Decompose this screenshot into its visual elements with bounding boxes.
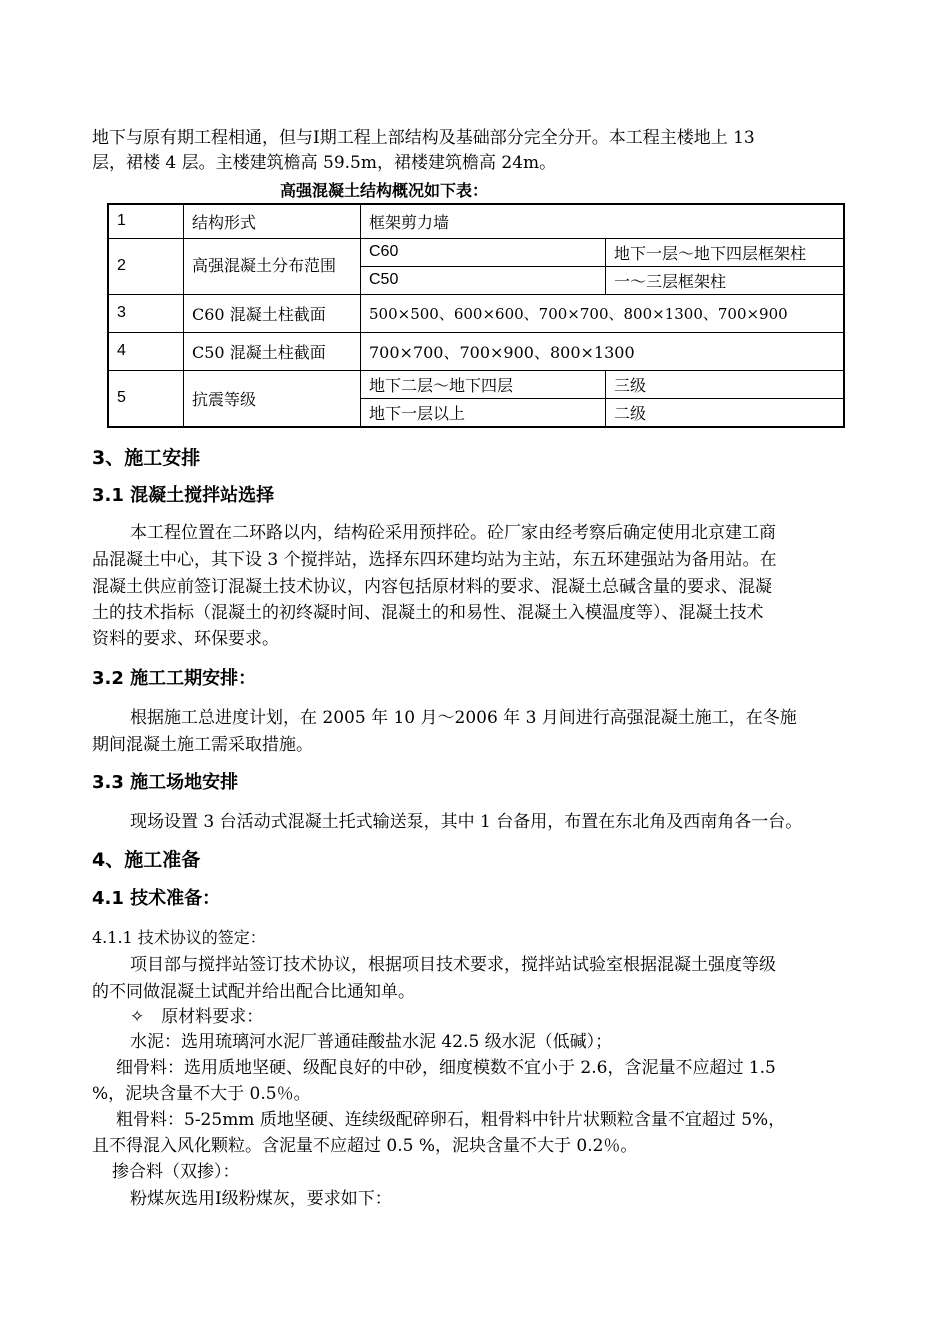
section-heading-4: 4、施工准备 [92, 849, 201, 871]
range-cell: 地下二层～地下四层 [361, 370, 606, 398]
paragraph-line: 根据施工总进度计划，在 2005 年 10 月～2006 年 3 月间进行高强混凝土施工，在冬施 [130, 708, 797, 728]
section-heading-4-1: 4.1 技术准备： [92, 888, 221, 909]
paragraph-line: 本工程位置在二环路以内，结构砼采用预拌砼。砼厂家由经考察后确定使用北京建工商 [130, 523, 776, 543]
row-number: 4 [108, 332, 184, 370]
section-heading-3-1: 3.1 混凝土搅拌站选择 [92, 485, 275, 506]
row-number: 5 [108, 370, 184, 427]
paragraph-line: 项目部与搅拌站签订技术协议，根据项目技术要求，搅拌站试验室根据混凝土强度等级 [130, 955, 776, 975]
row-label: 高强混凝土分布范围 [184, 238, 361, 294]
structure-overview-table [107, 203, 845, 428]
row-value: 框架剪力墙 [361, 204, 845, 238]
table-row [108, 204, 844, 238]
paragraph-line: 资料的要求、环保要求。 [92, 629, 279, 649]
table-row [108, 370, 844, 398]
row-label: 抗震等级 [184, 370, 361, 427]
row-label: C50 混凝土柱截面 [184, 332, 361, 370]
row-number: 1 [108, 204, 184, 238]
paragraph-line: 土的技术指标（混凝土的初终凝时间、混凝土的和易性、混凝土入模温度等）、混凝土技术 [92, 603, 764, 623]
row-number: 2 [108, 238, 184, 294]
section-heading-3-3: 3.3 施工场地安排 [92, 772, 239, 793]
row-number: 3 [108, 294, 184, 332]
paragraph-line: 品混凝土中心，其下设 3 个搅拌站，选择东四环建均站为主站，东五环建强站为备用站。在 [92, 550, 777, 570]
fine-aggregate-line: %，泥块含量不大于 0.5％。 [92, 1084, 311, 1104]
table-row [108, 238, 844, 266]
table-row [108, 294, 844, 332]
table-caption: 高强混凝土结构概况如下表： [280, 181, 489, 200]
section-heading-3-2: 3.2 施工工期安排： [92, 668, 257, 689]
section-heading-3: 3、施工安排 [92, 447, 201, 469]
cement-line: 水泥：选用琉璃河水泥厂普通硅酸盐水泥 42.5 级水泥（低碱）； [130, 1032, 613, 1052]
row-label: 结构形式 [184, 204, 361, 238]
coarse-aggregate-line: 且不得混入风化颗粒。含泥量不应超过 0.5 %，泥块含量不大于 0.2％。 [92, 1136, 638, 1156]
coarse-aggregate-line: 粗骨料：5-25mm 质地坚硬、连续级配碎卵石，粗骨料中针片状颗粒含量不宜超过 5%， [116, 1110, 786, 1130]
row-value: 700×700、700×900、800×1300 [361, 332, 845, 370]
paragraph-line: 现场设置 3 台活动式混凝土托式输送泵，其中 1 台备用，布置在东北角及西南角各一台。 [130, 812, 803, 832]
grade-cell: C50 [361, 266, 606, 294]
grade-desc-cell: 地下一层～地下四层框架柱 [606, 238, 845, 266]
intro-line-1: 地下与原有期工程相通，但与Ⅰ期工程上部结构及基础部分完全分开。本工程主楼地上 13 [92, 128, 755, 148]
table-row [108, 332, 844, 370]
range-cell: 地下一层以上 [361, 398, 606, 427]
level-cell: 三级 [606, 370, 845, 398]
subsection-heading-4-1-1: 4.1.1 技术协议的签定： [92, 928, 266, 947]
paragraph-line: 期间混凝土施工需采取措施。 [92, 735, 313, 755]
raw-materials-heading: ✧ 原材料要求： [130, 1007, 264, 1027]
fine-aggregate-line: 细骨料：选用质地坚硬、级配良好的中砂，细度模数不宜小于 2.6，含泥量不应超过 1.5 [116, 1058, 776, 1078]
intro-line-2: 层，裙楼 4 层。主楼建筑檐高 59.5m，裙楼建筑檐高 24m。 [92, 153, 557, 173]
grade-desc-cell: 一～三层框架柱 [606, 266, 845, 294]
fly-ash-line: 粉煤灰选用Ⅰ级粉煤灰，要求如下： [130, 1189, 392, 1209]
row-value: 500×500、600×600、700×700、800×1300、700×900 [361, 294, 845, 332]
paragraph-line: 混凝土供应前签订混凝土技术协议，内容包括原材料的要求、混凝土总碱含量的要求、混凝 [92, 577, 772, 597]
row-label: C60 混凝土柱截面 [184, 294, 361, 332]
level-cell: 二级 [606, 398, 845, 427]
grade-cell: C60 [361, 238, 606, 266]
paragraph-line: 的不同做混凝土试配并给出配合比通知单。 [92, 982, 415, 1002]
admixture-line: 掺合料（双掺）： [112, 1162, 240, 1182]
